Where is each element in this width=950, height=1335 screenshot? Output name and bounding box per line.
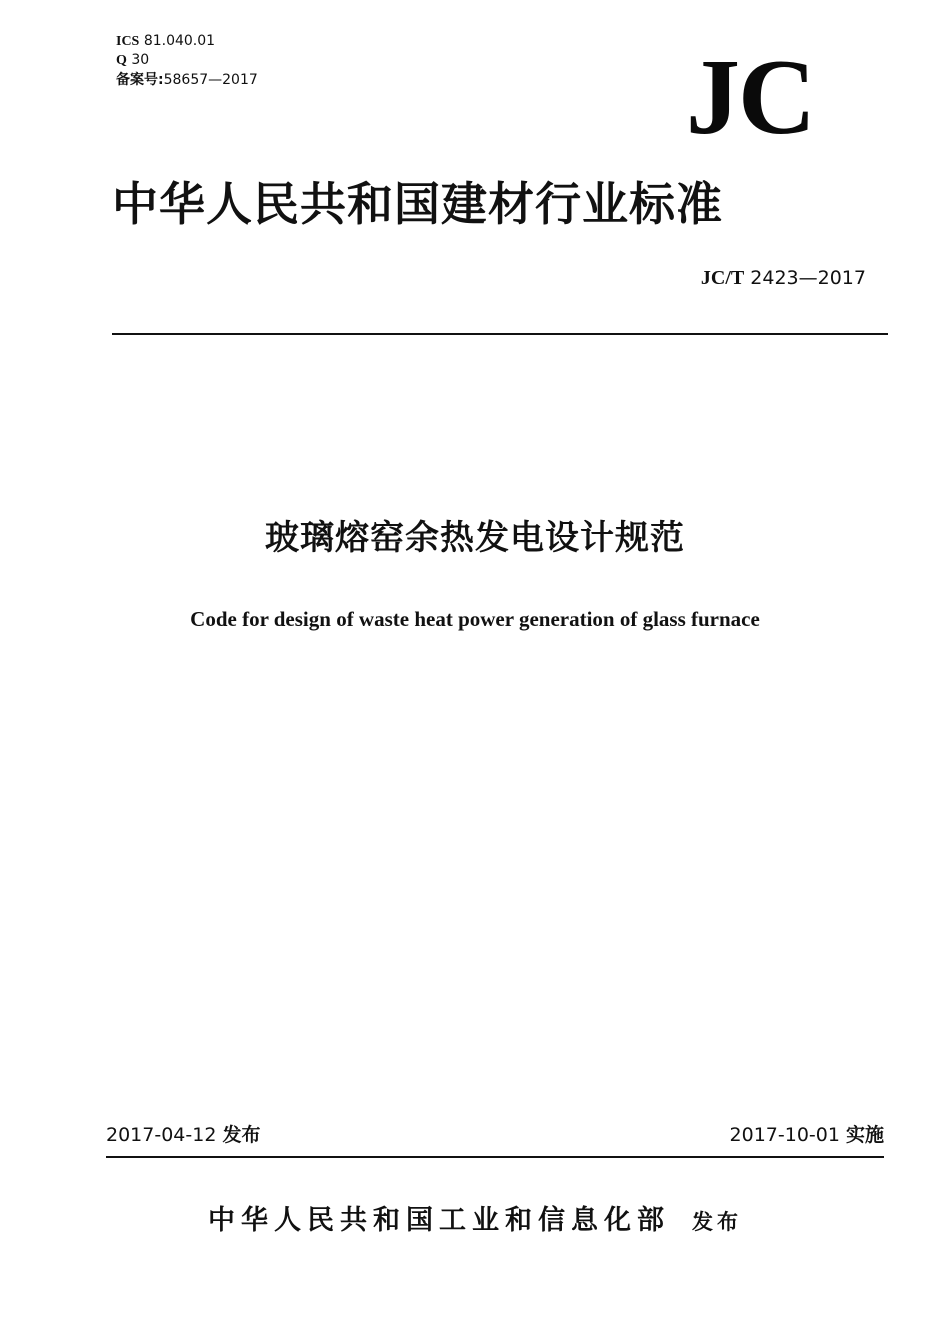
publisher-line bbox=[0, 1198, 950, 1237]
effective-label: 实施 bbox=[845, 1124, 884, 1146]
ics-value: 81.040.01 bbox=[143, 33, 216, 49]
publisher-name: 中华人民共和国工业和信息化部 bbox=[208, 1205, 670, 1236]
filing-value: 58657—2017 bbox=[163, 72, 258, 88]
footer-divider bbox=[106, 1156, 884, 1158]
ics-classification bbox=[116, 32, 215, 51]
publisher-action: 发布 bbox=[692, 1210, 742, 1234]
standard-category-title: 中华人民共和国建材行业标准 bbox=[112, 177, 723, 231]
effective-date bbox=[730, 1122, 884, 1148]
ics-key: ICS bbox=[116, 34, 140, 49]
issue-date bbox=[106, 1122, 260, 1148]
document-title-chinese: 玻璃熔窑余热发电设计规范 bbox=[265, 518, 685, 558]
ccs-classification bbox=[116, 51, 149, 70]
effective-date-value: 2017-10-01 bbox=[729, 1124, 840, 1146]
filing-label: 备案号: bbox=[116, 72, 164, 88]
header-divider bbox=[112, 333, 888, 335]
ccs-key: Q bbox=[116, 53, 127, 68]
filing-number bbox=[116, 71, 258, 89]
ccs-value: 30 bbox=[131, 52, 150, 68]
standard-code: 2423—2017 bbox=[750, 267, 866, 289]
jc-logo: JC bbox=[686, 38, 814, 157]
document-title-english: Code for design of waste heat power generation of glass furnace bbox=[190, 607, 760, 631]
issue-label: 发布 bbox=[222, 1124, 261, 1146]
standard-prefix: JC/T bbox=[700, 267, 745, 289]
standard-number bbox=[701, 266, 866, 290]
issue-date-value: 2017-04-12 bbox=[106, 1124, 217, 1146]
